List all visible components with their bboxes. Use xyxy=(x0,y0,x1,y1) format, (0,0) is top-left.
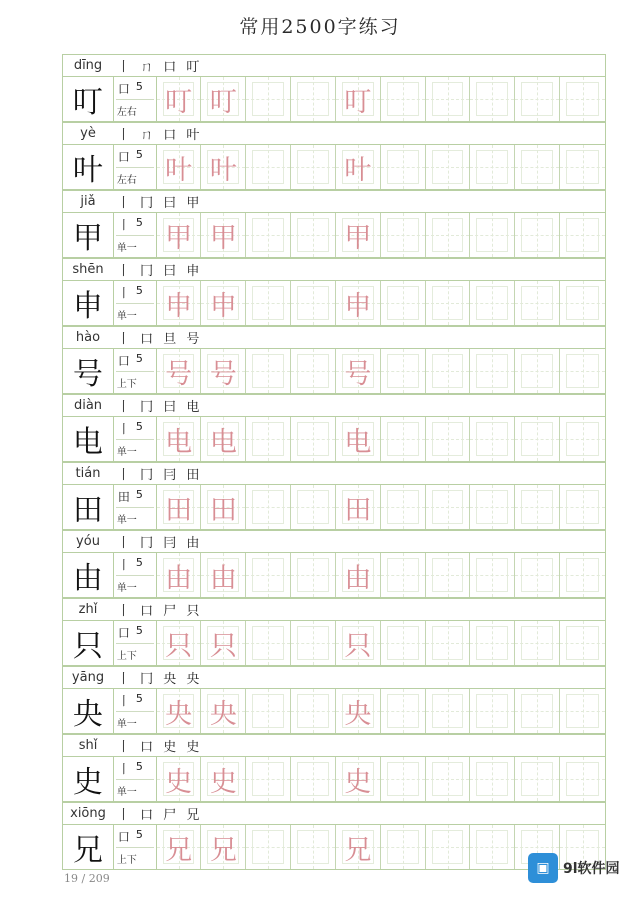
practice-cell[interactable] xyxy=(246,825,291,869)
practice-cell[interactable] xyxy=(291,825,336,869)
divider xyxy=(116,99,154,100)
pinyin: yóu xyxy=(76,534,100,549)
watermark-logo xyxy=(528,848,638,888)
radical: 口 xyxy=(117,150,130,164)
trace-character: 由 xyxy=(209,562,237,594)
writing-row xyxy=(62,76,606,122)
practice-cell[interactable] xyxy=(470,757,515,801)
radical: 丨 xyxy=(117,286,130,300)
trace-character: 叮 xyxy=(165,86,193,118)
trace-character: 号 xyxy=(209,358,237,390)
main-character: 甲 xyxy=(63,213,114,257)
trace-character: 兄 xyxy=(344,834,372,866)
main-character: 叶 xyxy=(63,145,114,189)
writing-row xyxy=(62,416,606,462)
structure: 单一 xyxy=(116,719,137,730)
main-character: 叮 xyxy=(63,77,114,121)
practice-cell[interactable] xyxy=(515,145,560,189)
practice-cell[interactable] xyxy=(201,757,246,801)
main-character: 兄 xyxy=(63,825,114,869)
trace-character: 田 xyxy=(209,494,237,526)
trace-character: 叶 xyxy=(209,154,237,186)
stroke-order: 丨 冂 央 央 xyxy=(117,672,203,687)
character-info xyxy=(114,417,157,461)
practice-cell[interactable] xyxy=(470,349,515,393)
character-info xyxy=(114,281,157,325)
character-info xyxy=(114,213,157,257)
character-entry xyxy=(62,122,606,190)
divider xyxy=(116,303,154,304)
main-character: 号 xyxy=(63,349,114,393)
radical: 口 xyxy=(117,626,130,640)
pinyin: shǐ xyxy=(78,738,98,753)
main-character: 央 xyxy=(63,689,114,733)
page-number: 19 / 209 xyxy=(64,872,110,885)
writing-row xyxy=(62,688,606,734)
pinyin-row xyxy=(62,530,606,552)
practice-cell[interactable] xyxy=(515,757,560,801)
practice-cell[interactable] xyxy=(336,213,381,257)
practice-cell[interactable] xyxy=(201,77,246,121)
practice-cell[interactable] xyxy=(470,553,515,597)
practice-cell[interactable] xyxy=(246,213,291,257)
trace-character: 史 xyxy=(209,766,237,798)
trace-character: 只 xyxy=(344,630,372,662)
practice-cell[interactable] xyxy=(381,145,426,189)
practice-cell[interactable] xyxy=(470,689,515,733)
stroke-order: 丨 口 尸 只 xyxy=(117,604,203,619)
practice-cell[interactable] xyxy=(470,485,515,529)
trace-character: 号 xyxy=(344,358,372,390)
practice-cell[interactable] xyxy=(246,689,291,733)
practice-cell[interactable] xyxy=(560,757,605,801)
structure: 单一 xyxy=(116,243,137,254)
trace-character: 叶 xyxy=(344,154,372,186)
practice-cell[interactable] xyxy=(246,553,291,597)
divider xyxy=(116,643,154,644)
character-entry xyxy=(62,462,606,530)
practice-cell[interactable] xyxy=(336,77,381,121)
character-info xyxy=(114,757,157,801)
structure: 上下 xyxy=(116,855,137,866)
pinyin-row xyxy=(62,326,606,348)
radical: 口 xyxy=(117,830,130,844)
radical: 口 xyxy=(117,354,130,368)
practice-cell[interactable] xyxy=(381,689,426,733)
pinyin: tián xyxy=(75,466,101,481)
watermark-text: 9l软件园 xyxy=(563,861,620,877)
practice-cell[interactable] xyxy=(291,485,336,529)
practice-cell[interactable] xyxy=(201,145,246,189)
practice-cell[interactable] xyxy=(560,281,605,325)
character-info xyxy=(114,349,157,393)
pinyin-row xyxy=(62,122,606,144)
pinyin: shēn xyxy=(72,262,104,277)
practice-cell[interactable] xyxy=(381,825,426,869)
practice-cell[interactable] xyxy=(157,485,202,529)
stroke-count: 5 xyxy=(135,148,143,161)
stroke-count: 5 xyxy=(135,488,143,501)
divider xyxy=(116,235,154,236)
writing-row xyxy=(62,756,606,802)
trace-character: 申 xyxy=(344,290,372,322)
structure: 单一 xyxy=(116,515,137,526)
trace-character: 甲 xyxy=(165,222,193,254)
practice-cell[interactable] xyxy=(470,825,515,869)
divider xyxy=(116,847,154,848)
practice-cell[interactable] xyxy=(381,77,426,121)
pinyin-row xyxy=(62,190,606,212)
pinyin: zhǐ xyxy=(78,602,98,617)
pinyin: diàn xyxy=(73,398,103,413)
pinyin-row xyxy=(62,598,606,620)
practice-cell[interactable] xyxy=(426,349,471,393)
writing-row xyxy=(62,552,606,598)
practice-cell[interactable] xyxy=(426,281,471,325)
character-entry xyxy=(62,530,606,598)
character-info xyxy=(114,689,157,733)
writing-row xyxy=(62,144,606,190)
practice-cell[interactable] xyxy=(201,213,246,257)
trace-character: 由 xyxy=(344,562,372,594)
stroke-count: 5 xyxy=(135,420,143,433)
trace-character: 申 xyxy=(209,290,237,322)
trace-character: 申 xyxy=(165,290,193,322)
practice-cell[interactable] xyxy=(515,213,560,257)
cube-icon: ▣ xyxy=(528,853,558,883)
main-character: 只 xyxy=(63,621,114,665)
character-entry xyxy=(62,258,606,326)
stroke-count: 5 xyxy=(135,80,143,93)
practice-cell[interactable] xyxy=(426,553,471,597)
stroke-count: 5 xyxy=(135,692,143,705)
pinyin-row xyxy=(62,54,606,76)
main-character: 史 xyxy=(63,757,114,801)
practice-cell[interactable] xyxy=(560,485,605,529)
structure: 上下 xyxy=(116,651,137,662)
radical: 丨 xyxy=(117,694,130,708)
trace-character: 号 xyxy=(165,358,193,390)
pinyin-row xyxy=(62,666,606,688)
trace-character: 田 xyxy=(165,494,193,526)
practice-cell[interactable] xyxy=(515,349,560,393)
practice-cell[interactable] xyxy=(381,553,426,597)
writing-row xyxy=(62,348,606,394)
practice-cell[interactable] xyxy=(381,417,426,461)
trace-character: 甲 xyxy=(344,222,372,254)
practice-cell[interactable] xyxy=(515,77,560,121)
stroke-count: 5 xyxy=(135,624,143,637)
practice-cell[interactable] xyxy=(470,77,515,121)
structure: 左右 xyxy=(116,107,137,118)
divider xyxy=(116,371,154,372)
writing-row xyxy=(62,824,606,870)
practice-cell[interactable] xyxy=(246,621,291,665)
character-entry xyxy=(62,190,606,258)
stroke-count: 5 xyxy=(135,556,143,569)
practice-cell[interactable] xyxy=(515,621,560,665)
radical: 口 xyxy=(117,82,130,96)
practice-cell[interactable] xyxy=(426,757,471,801)
trace-character: 由 xyxy=(165,562,193,594)
practice-cell[interactable] xyxy=(291,77,336,121)
practice-cell[interactable] xyxy=(291,349,336,393)
stroke-order: 丨 冂 曰 电 xyxy=(117,400,203,415)
practice-cell[interactable] xyxy=(157,77,202,121)
practice-cell[interactable] xyxy=(336,825,381,869)
radical: 田 xyxy=(117,490,130,504)
character-entry xyxy=(62,394,606,462)
trace-character: 央 xyxy=(344,698,372,730)
practice-cell[interactable] xyxy=(381,485,426,529)
stroke-count: 5 xyxy=(135,760,143,773)
practice-cell[interactable] xyxy=(201,689,246,733)
character-entry xyxy=(62,54,606,122)
practice-cell[interactable] xyxy=(515,417,560,461)
radical: 丨 xyxy=(117,422,130,436)
practice-cell[interactable] xyxy=(336,349,381,393)
practice-cell[interactable] xyxy=(470,417,515,461)
practice-cell[interactable] xyxy=(560,213,605,257)
character-info xyxy=(114,553,157,597)
practice-cell[interactable] xyxy=(291,145,336,189)
practice-cell[interactable] xyxy=(157,417,202,461)
practice-cell[interactable] xyxy=(201,825,246,869)
character-entry xyxy=(62,734,606,802)
structure: 单一 xyxy=(116,583,137,594)
trace-character: 叮 xyxy=(344,86,372,118)
practice-cell[interactable] xyxy=(201,485,246,529)
stroke-count: 5 xyxy=(135,828,143,841)
trace-character: 央 xyxy=(165,698,193,730)
character-entry xyxy=(62,802,606,870)
trace-character: 电 xyxy=(344,426,372,458)
practice-cell[interactable] xyxy=(336,281,381,325)
practice-cell[interactable] xyxy=(201,621,246,665)
practice-cell[interactable] xyxy=(336,689,381,733)
trace-character: 兄 xyxy=(165,834,193,866)
pinyin-row xyxy=(62,802,606,824)
practice-cell[interactable] xyxy=(470,281,515,325)
stroke-order: 丨 口 旦 号 xyxy=(117,332,203,347)
divider xyxy=(116,439,154,440)
writing-row xyxy=(62,620,606,666)
practice-cell[interactable] xyxy=(560,417,605,461)
radical: 丨 xyxy=(117,762,130,776)
trace-character: 叮 xyxy=(209,86,237,118)
structure: 左右 xyxy=(116,175,137,186)
trace-character: 兄 xyxy=(209,834,237,866)
practice-cell[interactable] xyxy=(381,621,426,665)
practice-cell[interactable] xyxy=(291,213,336,257)
character-entry xyxy=(62,666,606,734)
practice-cell[interactable] xyxy=(381,349,426,393)
practice-cell[interactable] xyxy=(246,281,291,325)
writing-row xyxy=(62,280,606,326)
practice-cell[interactable] xyxy=(515,281,560,325)
pinyin-row xyxy=(62,394,606,416)
practice-cell[interactable] xyxy=(426,621,471,665)
pinyin: jiǎ xyxy=(80,194,96,209)
practice-cell[interactable] xyxy=(157,825,202,869)
stroke-order: 丨 冂 冃 田 xyxy=(117,468,203,483)
stroke-order: 丨 冂 冃 由 xyxy=(117,536,203,551)
pinyin: yāng xyxy=(71,670,105,685)
character-info xyxy=(114,825,157,869)
practice-cell[interactable] xyxy=(291,281,336,325)
practice-cell[interactable] xyxy=(157,757,202,801)
practice-cell[interactable] xyxy=(381,213,426,257)
character-info xyxy=(114,485,157,529)
practice-cell[interactable] xyxy=(201,553,246,597)
practice-cell[interactable] xyxy=(336,485,381,529)
practice-cell[interactable] xyxy=(560,77,605,121)
character-info xyxy=(114,621,157,665)
practice-cell[interactable] xyxy=(426,213,471,257)
main-character: 田 xyxy=(63,485,114,529)
structure: 单一 xyxy=(116,787,137,798)
practice-cell[interactable] xyxy=(381,281,426,325)
main-character: 由 xyxy=(63,553,114,597)
practice-cell[interactable] xyxy=(426,417,471,461)
divider xyxy=(116,507,154,508)
stroke-count: 5 xyxy=(135,352,143,365)
character-entry xyxy=(62,326,606,394)
page-title: 常用2500字练习 xyxy=(239,16,401,38)
practice-cell[interactable] xyxy=(515,553,560,597)
practice-cell[interactable] xyxy=(426,77,471,121)
practice-cell[interactable] xyxy=(201,349,246,393)
pinyin-row xyxy=(62,462,606,484)
trace-character: 央 xyxy=(209,698,237,730)
divider xyxy=(116,779,154,780)
character-entry xyxy=(62,598,606,666)
divider xyxy=(116,575,154,576)
character-info xyxy=(114,77,157,121)
practice-cell[interactable] xyxy=(246,417,291,461)
practice-cell[interactable] xyxy=(157,213,202,257)
stroke-order: 丨 口 尸 兄 xyxy=(117,808,203,823)
main-character: 申 xyxy=(63,281,114,325)
pinyin: xiōng xyxy=(70,806,106,821)
practice-cell[interactable] xyxy=(336,417,381,461)
practice-cell[interactable] xyxy=(336,757,381,801)
stroke-order: 丨 口 史 史 xyxy=(117,740,203,755)
stroke-order: 丨 冂 曰 甲 xyxy=(117,196,203,211)
stroke-order: 丨 冂 曰 申 xyxy=(117,264,203,279)
trace-character: 甲 xyxy=(209,222,237,254)
writing-row xyxy=(62,484,606,530)
stroke-order: 丨 ㄇ 口 叮 xyxy=(117,60,203,75)
practice-cell[interactable] xyxy=(470,213,515,257)
trace-character: 电 xyxy=(209,426,237,458)
writing-row xyxy=(62,212,606,258)
practice-cell[interactable] xyxy=(560,145,605,189)
practice-cell[interactable] xyxy=(157,349,202,393)
character-info xyxy=(114,145,157,189)
practice-cell[interactable] xyxy=(201,417,246,461)
practice-cell[interactable] xyxy=(560,621,605,665)
practice-cell[interactable] xyxy=(470,621,515,665)
practice-cell[interactable] xyxy=(336,553,381,597)
pinyin-row xyxy=(62,734,606,756)
trace-character: 只 xyxy=(165,630,193,662)
practice-cell[interactable] xyxy=(336,621,381,665)
trace-character: 史 xyxy=(344,766,372,798)
practice-cell[interactable] xyxy=(157,553,202,597)
practice-cell[interactable] xyxy=(157,621,202,665)
pinyin: dīng xyxy=(73,58,103,73)
pinyin: yè xyxy=(80,126,96,141)
stroke-order: 丨 ㄇ 口 叶 xyxy=(117,128,203,143)
radical: 丨 xyxy=(117,218,130,232)
practice-cell[interactable] xyxy=(560,349,605,393)
trace-character: 叶 xyxy=(165,154,193,186)
practice-sheet xyxy=(62,54,606,870)
practice-cell[interactable] xyxy=(291,553,336,597)
practice-cell[interactable] xyxy=(157,145,202,189)
main-character: 电 xyxy=(63,417,114,461)
practice-cell[interactable] xyxy=(560,689,605,733)
practice-cell[interactable] xyxy=(291,757,336,801)
practice-cell[interactable] xyxy=(515,689,560,733)
divider xyxy=(116,167,154,168)
stroke-count: 5 xyxy=(135,216,143,229)
trace-character: 电 xyxy=(165,426,193,458)
practice-cell[interactable] xyxy=(470,145,515,189)
practice-cell[interactable] xyxy=(336,145,381,189)
trace-character: 史 xyxy=(165,766,193,798)
practice-cell[interactable] xyxy=(246,77,291,121)
practice-cell[interactable] xyxy=(291,689,336,733)
practice-cell[interactable] xyxy=(560,553,605,597)
practice-cell[interactable] xyxy=(246,349,291,393)
practice-cell[interactable] xyxy=(246,485,291,529)
practice-cell[interactable] xyxy=(426,825,471,869)
practice-cell[interactable] xyxy=(157,281,202,325)
trace-character: 田 xyxy=(344,494,372,526)
structure: 单一 xyxy=(116,447,137,458)
practice-cell[interactable] xyxy=(515,485,560,529)
divider xyxy=(116,711,154,712)
practice-cell[interactable] xyxy=(246,145,291,189)
trace-character: 只 xyxy=(209,630,237,662)
practice-cell[interactable] xyxy=(381,757,426,801)
practice-cell[interactable] xyxy=(157,689,202,733)
radical: 丨 xyxy=(117,558,130,572)
practice-cell[interactable] xyxy=(291,417,336,461)
practice-cell[interactable] xyxy=(201,281,246,325)
practice-cell[interactable] xyxy=(246,757,291,801)
structure: 上下 xyxy=(116,379,137,390)
pinyin-row xyxy=(62,258,606,280)
pinyin: hào xyxy=(75,330,101,345)
stroke-count: 5 xyxy=(135,284,143,297)
structure: 单一 xyxy=(116,311,137,322)
practice-cell[interactable] xyxy=(426,145,471,189)
practice-cell[interactable] xyxy=(426,689,471,733)
practice-cell[interactable] xyxy=(291,621,336,665)
practice-cell[interactable] xyxy=(426,485,471,529)
